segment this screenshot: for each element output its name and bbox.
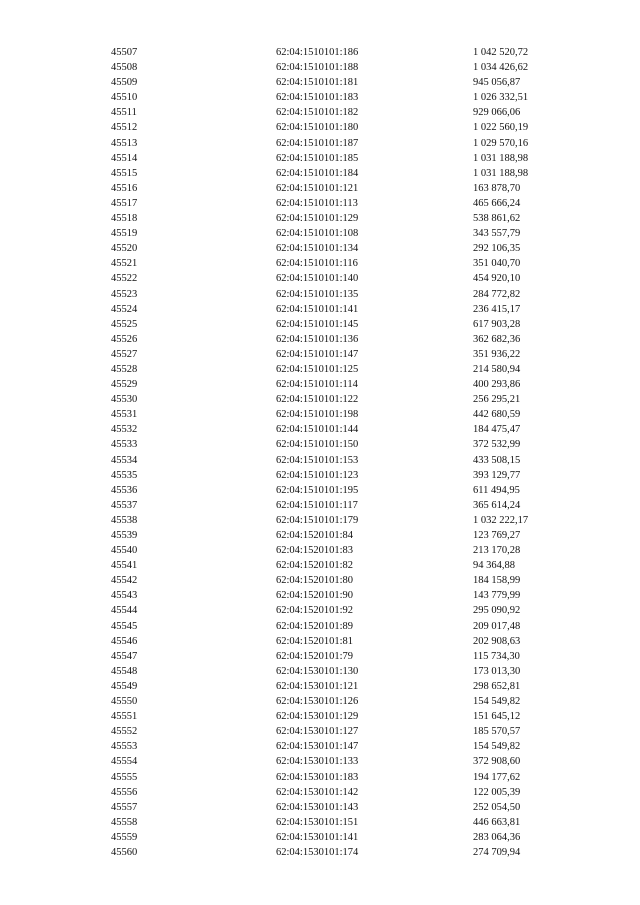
cadastral-number: 62:04:1510101:185 [276,152,359,164]
cadastral-value: 154 549,82 [473,741,521,753]
cadastral-number: 62:04:1510101:145 [276,318,359,330]
table-row [0,377,640,392]
cadastral-value: 372 532,99 [473,439,521,451]
table-row [0,136,640,151]
table-row [0,45,640,60]
cadastral-number: 62:04:1510101:144 [276,424,359,436]
cadastral-number: 62:04:1510101:186 [276,47,359,58]
table-row [0,332,640,347]
table-row [0,120,640,135]
table-row [0,815,640,830]
row-number: 45554 [111,756,138,768]
row-number: 45517 [111,197,138,209]
row-number: 45550 [111,696,138,708]
cadastral-value: 173 013,30 [473,665,521,677]
row-number: 45560 [111,846,138,858]
cadastral-value: 393 129,77 [473,469,521,481]
row-number: 45531 [111,409,138,421]
cadastral-number: 62:04:1510101:183 [276,92,359,104]
row-number: 45516 [111,182,138,194]
row-number: 45553 [111,741,138,753]
row-number: 45543 [111,590,138,602]
cadastral-number: 62:04:1530101:147 [276,741,359,753]
cadastral-number: 62:04:1520101:83 [276,545,354,557]
cadastral-value: 611 494,95 [473,484,520,496]
cadastral-number: 62:04:1510101:135 [276,288,359,300]
table-row [0,60,640,75]
cadastral-value: 446 663,81 [473,816,521,828]
cadastral-number: 62:04:1510101:122 [276,394,359,406]
cadastral-value: 1 034 426,62 [473,62,529,74]
cadastral-number: 62:04:1510101:153 [276,454,359,466]
cadastral-number: 62:04:1510101:123 [276,469,359,481]
table-row [0,513,640,528]
row-number: 45548 [111,665,138,677]
row-number: 45544 [111,605,138,617]
cadastral-number: 62:04:1530101:142 [276,786,359,798]
cadastral-value: 945 056,87 [473,77,521,89]
cadastral-number: 62:04:1510101:184 [276,167,359,179]
cadastral-number: 62:04:1520101:82 [276,560,354,572]
row-number: 45551 [111,711,138,723]
cadastral-value: 298 652,81 [473,680,521,692]
cadastral-number: 62:04:1520101:92 [276,605,354,617]
table-row [0,166,640,181]
cadastral-number: 62:04:1510101:129 [276,213,359,225]
cadastral-number: 62:04:1510101:147 [276,348,359,360]
table-row [0,287,640,302]
table-row [0,845,640,860]
cadastral-value: 154 549,82 [473,696,521,708]
row-number: 45527 [111,348,138,360]
cadastral-number: 62:04:1520101:79 [276,650,354,662]
table-row [0,664,640,679]
cadastral-value: 184 475,47 [473,424,521,436]
cadastral-number: 62:04:1530101:143 [276,801,359,813]
cadastral-value: 1 022 560,19 [473,122,529,134]
table-row [0,558,640,573]
cadastral-value: 163 878,70 [473,182,521,194]
cadastral-number: 62:04:1520101:90 [276,590,354,602]
row-number: 45512 [111,122,138,134]
row-number: 45521 [111,258,138,270]
cadastral-number: 62:04:1520101:84 [276,530,354,541]
cadastral-value: 256 295,21 [473,394,521,406]
cadastral-value: 351 040,70 [473,258,521,270]
row-number: 45555 [111,771,138,783]
cadastral-number: 62:04:1510101:188 [276,62,359,74]
cadastral-number: 62:04:1510101:117 [276,499,358,511]
cadastral-value: 284 772,82 [473,288,521,300]
cadastral-value: 151 645,12 [473,711,521,723]
cadastral-value: 94 364,88 [473,560,515,572]
table-row [0,241,640,256]
cadastral-value: 184 158,99 [473,575,521,587]
cadastral-number: 62:04:1510101:181 [276,77,359,89]
cadastral-value: 1 026 332,51 [473,92,529,104]
table-row [0,181,640,196]
table-row [0,317,640,332]
row-number: 45559 [111,831,138,843]
cadastral-value: 343 557,79 [473,228,521,240]
row-number: 45558 [111,816,138,828]
row-number: 45530 [111,394,138,406]
cadastral-value: 433 508,15 [473,454,521,466]
table-row [0,588,640,603]
cadastral-number: 62:04:1530101:126 [276,696,359,708]
cadastral-number: 62:04:1530101:133 [276,756,359,768]
table-row [0,785,640,800]
cadastral-value: 362 682,36 [473,333,521,345]
row-number: 45511 [111,107,137,119]
row-number: 45534 [111,454,138,466]
row-number: 45522 [111,273,138,285]
table-row [0,679,640,694]
cadastral-number: 62:04:1530101:183 [276,771,359,783]
cadastral-value: 1 032 222,17 [473,514,529,526]
table-row [0,407,640,422]
cadastral-number: 62:04:1510101:134 [276,243,359,255]
table-row [0,724,640,739]
table-row [0,468,640,483]
row-number: 45515 [111,167,138,179]
cadastral-value: 252 054,50 [473,801,521,813]
cadastral-value: 372 908,60 [473,756,521,768]
cadastral-value: 1 042 520,72 [473,47,529,58]
table-row [0,105,640,120]
cadastral-value: 214 580,94 [473,363,521,375]
cadastral-value: 123 769,27 [473,530,521,541]
cadastral-value: 143 779,99 [473,590,521,602]
cadastral-number: 62:04:1530101:174 [276,846,359,858]
row-number: 45524 [111,303,138,315]
row-number: 45528 [111,363,138,375]
row-number: 45557 [111,801,138,813]
row-number: 45514 [111,152,138,164]
row-number: 45547 [111,650,138,662]
cadastral-number: 62:04:1530101:127 [276,726,359,738]
row-number: 45536 [111,484,138,496]
cadastral-number: 62:04:1530101:121 [276,680,359,692]
cadastral-value: 292 106,35 [473,243,521,255]
row-number: 45513 [111,137,138,149]
row-number: 45525 [111,318,138,330]
cadastral-value: 202 908,63 [473,635,521,647]
table-row [0,649,640,664]
row-number: 45545 [111,620,138,632]
table-row [0,498,640,513]
cadastral-value: 185 570,57 [473,726,521,738]
table-row [0,75,640,90]
cadastral-number: 62:04:1510101:179 [276,514,359,526]
cadastral-value: 538 861,62 [473,213,521,225]
row-number: 45520 [111,243,138,255]
cadastral-value: 283 064,36 [473,831,521,843]
cadastral-value: 465 666,24 [473,197,521,209]
table-row [0,271,640,286]
cadastral-number: 62:04:1510101:180 [276,122,359,134]
table-row [0,483,640,498]
table-row [0,603,640,618]
row-number: 45529 [111,379,138,391]
cadastral-number: 62:04:1510101:114 [276,379,358,391]
table-row [0,694,640,709]
table-row [0,226,640,241]
cadastral-number: 62:04:1510101:182 [276,107,359,119]
table-row [0,800,640,815]
row-number: 45556 [111,786,138,798]
table-row [0,211,640,226]
table-row [0,528,640,543]
cadastral-value: 1 031 188,98 [473,167,529,179]
table-row [0,302,640,317]
cadastral-number: 62:04:1530101:141 [276,831,359,843]
cadastral-value: 442 680,59 [473,409,521,421]
cadastral-number: 62:04:1510101:187 [276,137,359,149]
row-number: 45532 [111,424,138,436]
row-number: 45507 [111,47,138,58]
cadastral-number: 62:04:1520101:89 [276,620,354,632]
cadastral-number: 62:04:1510101:121 [276,182,359,194]
cadastral-number: 62:04:1510101:195 [276,484,359,496]
row-number: 45533 [111,439,138,451]
row-number: 45541 [111,560,138,572]
row-number: 45509 [111,77,138,89]
table-row [0,362,640,377]
table-row [0,830,640,845]
row-number: 45518 [111,213,138,225]
cadastral-number: 62:04:1510101:116 [276,258,358,270]
cadastral-value: 1 029 570,16 [473,137,529,149]
table-row [0,437,640,452]
cadastral-value: 617 903,28 [473,318,521,330]
cadastral-value-table [0,45,640,860]
table-row [0,543,640,558]
table-row [0,90,640,105]
row-number: 45552 [111,726,138,738]
cadastral-value: 115 734,30 [473,650,520,662]
table-row [0,573,640,588]
cadastral-number: 62:04:1510101:198 [276,409,359,421]
table-row [0,196,640,211]
table-row [0,422,640,437]
row-number: 45519 [111,228,138,240]
table-row [0,347,640,362]
row-number: 45523 [111,288,138,300]
cadastral-number: 62:04:1530101:151 [276,816,359,828]
cadastral-value: 213 170,28 [473,545,521,557]
cadastral-number: 62:04:1510101:140 [276,273,359,285]
table-row [0,770,640,785]
cadastral-value: 274 709,94 [473,846,521,858]
row-number: 45540 [111,545,138,557]
cadastral-value: 454 920,10 [473,273,521,285]
cadastral-number: 62:04:1510101:150 [276,439,359,451]
table-row [0,754,640,769]
row-number: 45508 [111,62,138,74]
cadastral-number: 62:04:1510101:136 [276,333,359,345]
cadastral-number: 62:04:1510101:108 [276,228,359,240]
cadastral-value: 929 066,06 [473,107,521,119]
row-number: 45537 [111,499,138,511]
cadastral-number: 62:04:1510101:113 [276,197,358,209]
cadastral-value: 122 005,39 [473,786,521,798]
table-row [0,739,640,754]
cadastral-value: 351 936,22 [473,348,521,360]
cadastral-number: 62:04:1530101:129 [276,711,359,723]
cadastral-number: 62:04:1520101:80 [276,575,354,587]
cadastral-value: 1 031 188,98 [473,152,529,164]
row-number: 45549 [111,680,138,692]
row-number: 45546 [111,635,138,647]
row-number: 45535 [111,469,138,481]
cadastral-value: 365 614,24 [473,499,521,511]
table-row [0,392,640,407]
row-number: 45539 [111,530,138,541]
cadastral-value: 236 415,17 [473,303,521,315]
cadastral-value: 400 293,86 [473,379,521,391]
table-row [0,151,640,166]
table-row [0,453,640,468]
row-number: 45538 [111,514,138,526]
cadastral-number: 62:04:1510101:125 [276,363,359,375]
table-row [0,709,640,724]
table-row [0,634,640,649]
row-number: 45542 [111,575,138,587]
row-number: 45510 [111,92,138,104]
cadastral-number: 62:04:1510101:141 [276,303,359,315]
cadastral-value: 194 177,62 [473,771,521,783]
cadastral-number: 62:04:1520101:81 [276,635,354,647]
row-number: 45526 [111,333,138,345]
cadastral-number: 62:04:1530101:130 [276,665,359,677]
cadastral-value: 295 090,92 [473,605,521,617]
cadastral-value: 209 017,48 [473,620,521,632]
table-row [0,619,640,634]
table-row [0,256,640,271]
